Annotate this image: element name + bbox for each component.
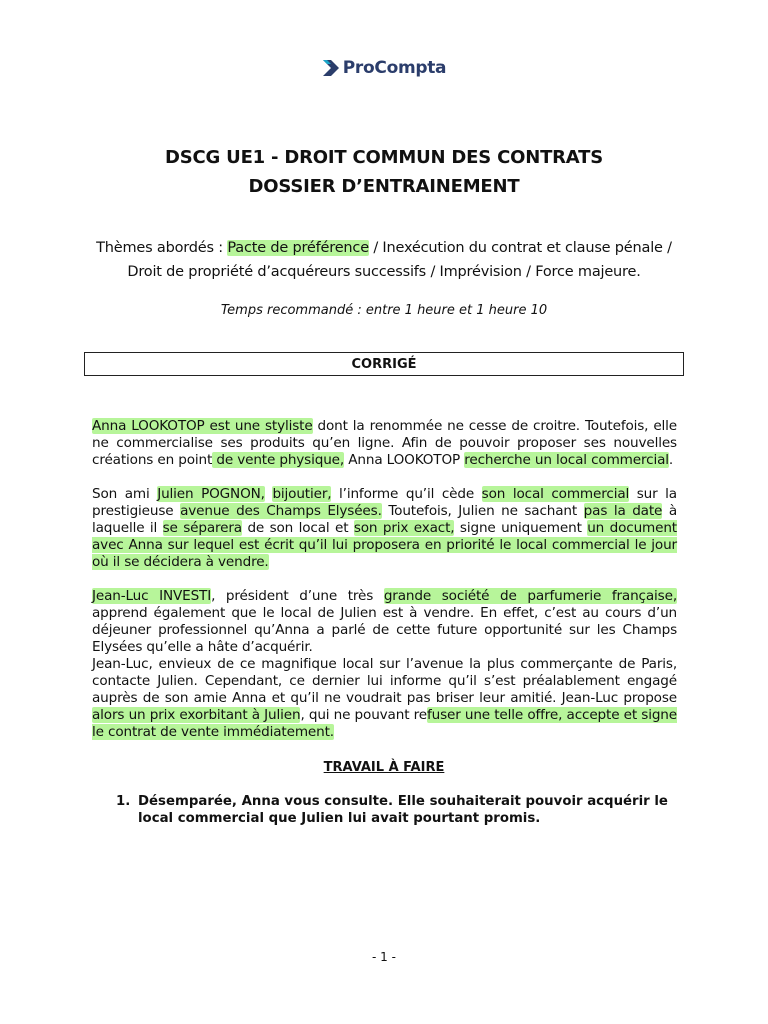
highlighted-text: avenue des Champs Elysées. — [180, 503, 382, 519]
question-number: 1. — [116, 794, 131, 809]
paragraph-2 — [92, 486, 677, 571]
document-title-line1: DSCG UE1 - DROIT COMMUN DES CONTRATS — [165, 147, 603, 168]
text-run: Toutefois, Julien ne sachant — [381, 503, 584, 519]
procompta-logo — [0, 58, 768, 78]
themes-prefix: Thèmes abordés : — [96, 240, 228, 256]
paragraph-4 — [92, 656, 677, 741]
question-text: Désemparée, Anna vous consulte. Elle souhaiterait pouvoir acquérir le local commercial que Julien lui avait pourtant promis. — [138, 794, 668, 826]
themes-block — [60, 236, 708, 284]
themes-rest-1: / Inexécution du contrat et clause pénale / — [368, 240, 672, 256]
procompta-arrow-icon — [322, 59, 340, 77]
text-run: l’informe qu’il cède — [331, 486, 482, 502]
text-run: apprend également que le local de Julien est à vendre. En effet, c’est au cours d’un déjeuner professionnel qu’Anna a parlé de cette future opportunité sur les Champs Elysées qu’elle a hâte d’acquérir. — [92, 605, 677, 655]
travail-a-faire-heading: TRAVAIL À FAIRE — [323, 760, 445, 775]
highlighted-text: alors un prix exorbitant à Julien — [92, 707, 301, 723]
highlighted-text: son local commercial — [481, 486, 630, 502]
highlighted-text: pas la date — [583, 503, 663, 519]
highlighted-text: recherche un local commercial — [464, 452, 669, 468]
text-run: signe uniquement — [454, 520, 588, 536]
highlighted-text: se séparera — [162, 520, 242, 536]
logo-text: ProCompta — [342, 58, 447, 78]
highlighted-text: fuser une telle offre, accepte et signe le contrat de vente immédiatement. — [92, 707, 677, 740]
question-1 — [116, 793, 680, 827]
text-run: dont la renommée ne cesse de croitre. Toutefois, elle ne commercialise ses produits qu’en ligne. Afin de pouvoir proposer ses nouvelles créations en point — [92, 418, 677, 468]
highlighted-text: Jean-Luc INVESTI — [92, 588, 212, 604]
text-run: Anna LOOKOTOP — [344, 452, 465, 468]
paragraph-1 — [92, 418, 677, 469]
text-run: Son ami — [92, 486, 158, 502]
highlighted-text: Anna LOOKOTOP est une styliste — [92, 418, 313, 434]
highlighted-text: son prix exact, — [353, 520, 455, 536]
text-run: Jean-Luc, envieux de ce magnifique local sur l’avenue la plus commerçante de Paris, contacte Julien. Cependant, ce dernier lui informe qu’il s’est préalablement engagé auprès de son amie Anna et qu’il ne voudrait pas briser leur amitié. Jean-Luc propose — [92, 656, 677, 706]
highlighted-text: un document avec Anna sur lequel est écrit qu’il lui proposera en priorité le local commercial le jour où il se décidera à vendre. — [92, 520, 677, 570]
highlighted-text: de vente physique, — [212, 452, 345, 468]
highlighted-text: Julien POGNON, — [157, 486, 265, 502]
highlighted-text: grande société de parfumerie française, — [383, 588, 677, 604]
themes-rest-2: Droit de propriété d’acquéreurs successifs / Imprévision / Force majeure. — [127, 264, 641, 280]
text-run: sur la prestigieuse — [92, 486, 677, 519]
highlighted-text: bijoutier, — [272, 486, 332, 502]
corrige-header — [84, 352, 684, 376]
text-run: de son local et — [241, 520, 354, 536]
page-number: - 1 - — [372, 950, 396, 964]
corrige-label: CORRIGÉ — [351, 356, 417, 372]
text-run: à laquelle il — [92, 503, 677, 536]
text-run: . — [668, 452, 674, 468]
recommended-time: Temps recommandé : entre 1 heure et 1 heure 10 — [220, 303, 548, 318]
document-title-line2: DOSSIER D’ENTRAINEMENT — [248, 176, 520, 197]
paragraph-3 — [92, 588, 677, 656]
themes-highlight: Pacte de préférence — [227, 240, 369, 256]
text-run: , président d’une très — [211, 588, 384, 604]
text-run: , qui ne pouvant re — [300, 707, 427, 723]
